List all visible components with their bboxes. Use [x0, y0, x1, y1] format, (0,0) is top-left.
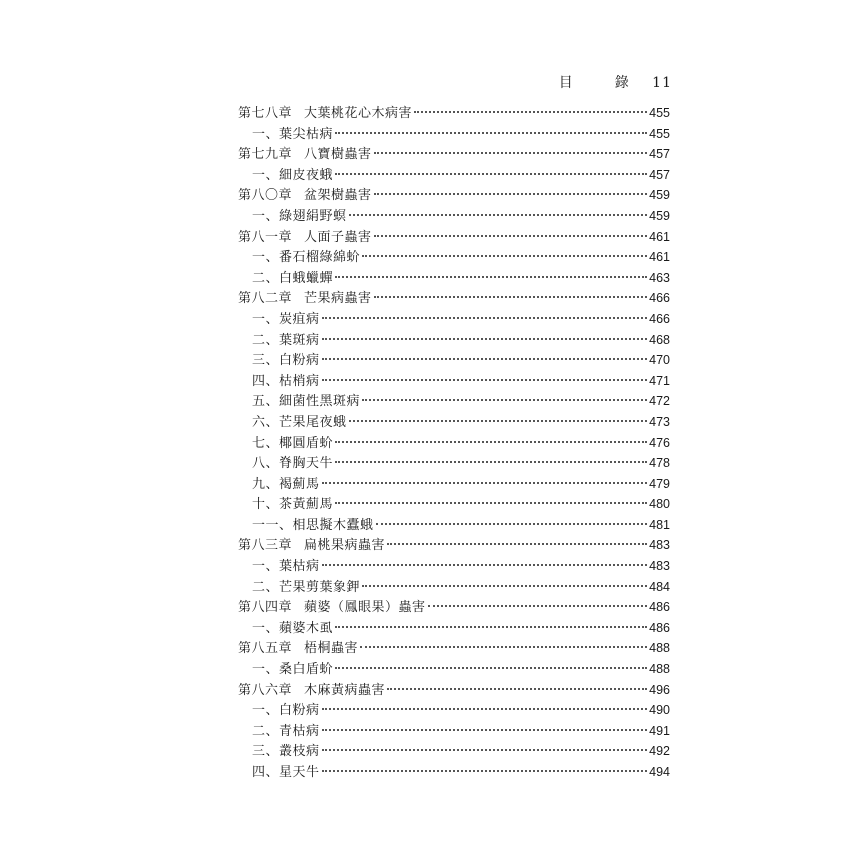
section-title: 一、葉枯病 [252, 559, 320, 575]
dot-leader [374, 234, 648, 237]
toc-section-row [238, 700, 670, 721]
toc-entry-label [238, 475, 320, 496]
toc-entry-label [238, 413, 347, 434]
chapter-number: 第七八章 [238, 106, 293, 121]
section-title: 一、炭疽病 [252, 311, 320, 327]
chapter-title: 人面子蟲害 [304, 229, 372, 245]
running-head-title: 目 錄 [558, 75, 643, 91]
toc-section-row [238, 453, 670, 474]
section-title: 一、蘋婆木虱 [252, 620, 334, 636]
page-reference: 494 [649, 765, 670, 779]
dot-leader [322, 378, 648, 381]
page-reference: 461 [649, 229, 670, 244]
running-head-page-number: 11 [652, 75, 672, 91]
section-title: 一、葉尖枯病 [252, 126, 334, 142]
toc-chapter-row [238, 638, 670, 659]
dot-leader [322, 748, 648, 751]
chapter-number: 第七九章 [238, 147, 293, 163]
section-title: 四、枯梢病 [252, 373, 320, 389]
chapter-title: 盆架樹蟲害 [304, 188, 372, 204]
page-reference: 476 [649, 435, 670, 450]
page-reference: 479 [649, 476, 670, 491]
toc-section-row [238, 762, 670, 783]
page-reference: 455 [649, 126, 670, 141]
toc-entry-label [238, 660, 333, 681]
toc-entry-label [238, 104, 412, 125]
toc-section-row [238, 741, 670, 762]
chapter-number: 第八〇章 [238, 188, 293, 204]
toc-section-row [238, 124, 670, 145]
chapter-title: 大葉桃花心木病害 [304, 106, 413, 121]
toc-entry-label [238, 639, 358, 660]
toc-chapter-row [238, 144, 670, 165]
toc-entry-label [238, 125, 333, 146]
page-reference: 472 [649, 394, 670, 409]
page-reference: 471 [649, 373, 670, 388]
dot-leader [335, 131, 647, 134]
section-title: 一、番石榴綠綿蚧 [252, 250, 361, 266]
toc-entry-label [238, 619, 333, 640]
section-title: 一一、相思擬木蠹蛾 [252, 517, 374, 533]
page-reference: 486 [649, 600, 670, 615]
toc-entry-label [238, 763, 320, 784]
dot-leader [374, 151, 648, 154]
toc-section-row [238, 618, 670, 639]
page-reference: 483 [649, 538, 670, 553]
chapter-number: 第八四章 [238, 600, 293, 616]
page-reference: 480 [649, 497, 670, 512]
section-title: 九、褐薊馬 [252, 476, 320, 492]
toc-entry-label [238, 392, 360, 413]
dot-leader [322, 728, 648, 731]
chapter-number: 第八二章 [238, 291, 293, 307]
dot-leader [374, 295, 648, 298]
chapter-number: 第八六章 [238, 682, 293, 698]
toc-chapter-row [238, 103, 670, 124]
toc-section-row [238, 206, 670, 227]
section-title: 八、脊胸天牛 [252, 456, 334, 472]
dot-leader [322, 337, 648, 340]
toc-section-row [238, 577, 670, 598]
toc-section-row [238, 556, 670, 577]
section-title: 四、星天牛 [252, 765, 320, 780]
dot-leader [349, 213, 648, 216]
dot-leader [335, 460, 647, 463]
section-title: 三、叢枝病 [252, 744, 320, 760]
section-title: 一、白粉病 [252, 703, 320, 719]
toc-chapter-row [238, 227, 670, 248]
toc-section-row [238, 268, 670, 289]
section-title: 一、細皮夜蛾 [252, 167, 334, 183]
dot-leader [428, 604, 648, 607]
page-reference: 481 [649, 517, 670, 532]
page-reference: 455 [649, 106, 670, 120]
toc-entry-label [238, 186, 372, 207]
toc-entry-label [238, 351, 320, 372]
chapter-title: 八寶樹蟲害 [304, 147, 372, 163]
page-reference: 488 [649, 662, 670, 677]
page-reference: 457 [649, 147, 670, 162]
toc-entry-label [238, 269, 333, 290]
dot-leader [335, 501, 647, 504]
page-reference: 470 [649, 353, 670, 368]
page-reference: 459 [649, 188, 670, 203]
dot-leader [322, 769, 648, 772]
table-of-contents [238, 103, 670, 783]
section-title: 一、綠翅絹野螟 [252, 208, 347, 224]
page-reference: 486 [649, 620, 670, 635]
toc-section-row [238, 515, 670, 536]
toc-entry-label [238, 310, 320, 331]
section-title: 六、芒果尾夜蛾 [252, 414, 347, 430]
toc-entry-label [238, 495, 333, 516]
page-reference: 484 [649, 579, 670, 594]
dot-leader [335, 275, 647, 278]
page-reference: 483 [649, 559, 670, 574]
section-title: 二、葉斑病 [252, 332, 320, 348]
toc-chapter-row [238, 288, 670, 309]
page-reference: 478 [649, 456, 670, 471]
toc-chapter-row [238, 535, 670, 556]
page-reference: 466 [649, 291, 670, 306]
dot-leader [414, 110, 647, 113]
page-reference: 463 [649, 270, 670, 285]
toc-entry-label [238, 536, 385, 557]
chapter-title: 梧桐蟲害 [304, 641, 359, 657]
section-title: 二、青枯病 [252, 723, 320, 739]
toc-section-row [238, 371, 670, 392]
toc-entry-label [238, 248, 360, 269]
dot-leader [322, 707, 648, 710]
toc-section-row [238, 330, 670, 351]
toc-section-row [238, 247, 670, 268]
toc-section-row [238, 494, 670, 515]
chapter-title: 蘋婆（鳳眼果）蟲害 [304, 600, 426, 616]
toc-entry-label [238, 145, 372, 166]
dot-leader [335, 666, 647, 669]
toc-chapter-row [238, 597, 670, 618]
dot-leader [322, 316, 648, 319]
toc-entry-label [238, 742, 320, 763]
running-head [559, 72, 672, 92]
section-title: 二、白蛾蠟蟬 [252, 270, 334, 286]
toc-entry-label [238, 557, 320, 578]
toc-section-row [238, 391, 670, 412]
section-title: 十、茶黃薊馬 [252, 497, 334, 513]
toc-entry-label [238, 207, 347, 228]
section-title: 五、細菌性黑斑病 [252, 394, 361, 410]
page-reference: 468 [649, 332, 670, 347]
page-reference: 496 [649, 682, 670, 697]
toc-chapter-row [238, 680, 670, 701]
toc-entry-label [238, 722, 320, 743]
page-reference: 488 [649, 641, 670, 656]
chapter-title: 扁桃果病蟲害 [304, 538, 386, 554]
chapter-number: 第八一章 [238, 229, 293, 245]
chapter-number: 第八三章 [238, 538, 293, 554]
toc-section-row [238, 165, 670, 186]
toc-section-row [238, 721, 670, 742]
section-title: 一、桑白盾蚧 [252, 662, 334, 678]
toc-entry-label [238, 578, 360, 599]
toc-entry-label [238, 372, 320, 393]
dot-leader [335, 625, 647, 628]
toc-section-row [238, 433, 670, 454]
dot-leader [374, 192, 648, 195]
dot-leader [322, 481, 648, 484]
dot-leader [387, 687, 647, 690]
toc-entry-label [238, 228, 372, 249]
toc-entry-label [238, 331, 320, 352]
page-reference: 466 [649, 311, 670, 326]
section-title: 七、椰圓盾蚧 [252, 435, 334, 451]
toc-entry-label [238, 598, 426, 619]
dot-leader [335, 440, 647, 443]
chapter-title: 木麻黃病蟲害 [304, 682, 386, 698]
dot-leader [322, 357, 648, 360]
chapter-title: 芒果病蟲害 [304, 291, 372, 307]
toc-section-row [238, 412, 670, 433]
page-reference: 473 [649, 414, 670, 429]
dot-leader [362, 398, 647, 401]
dot-leader [362, 584, 647, 587]
toc-entry-label [238, 701, 320, 722]
dot-leader [387, 542, 647, 545]
page-reference: 491 [649, 723, 670, 738]
toc-entry-label [238, 434, 333, 455]
page-reference: 461 [649, 250, 670, 265]
toc-section-row [238, 659, 670, 680]
dot-leader [376, 522, 648, 525]
toc-entry-label [238, 289, 372, 310]
toc-entry-label [238, 166, 333, 187]
section-title: 三、白粉病 [252, 353, 320, 369]
page-reference: 457 [649, 167, 670, 182]
dot-leader [362, 254, 647, 257]
toc-section-row [238, 474, 670, 495]
toc-section-row [238, 350, 670, 371]
toc-entry-label [238, 516, 374, 537]
dot-leader [360, 645, 647, 648]
toc-chapter-row [238, 185, 670, 206]
page-reference: 492 [649, 744, 670, 759]
toc-entry-label [238, 681, 385, 702]
dot-leader [349, 419, 648, 422]
toc-section-row [238, 309, 670, 330]
page-reference: 490 [649, 703, 670, 718]
dot-leader [322, 563, 648, 566]
chapter-number: 第八五章 [238, 641, 293, 657]
page-reference: 459 [649, 208, 670, 223]
section-title: 二、芒果剪葉象鉀 [252, 579, 361, 595]
toc-entry-label [238, 454, 333, 475]
dot-leader [335, 172, 647, 175]
